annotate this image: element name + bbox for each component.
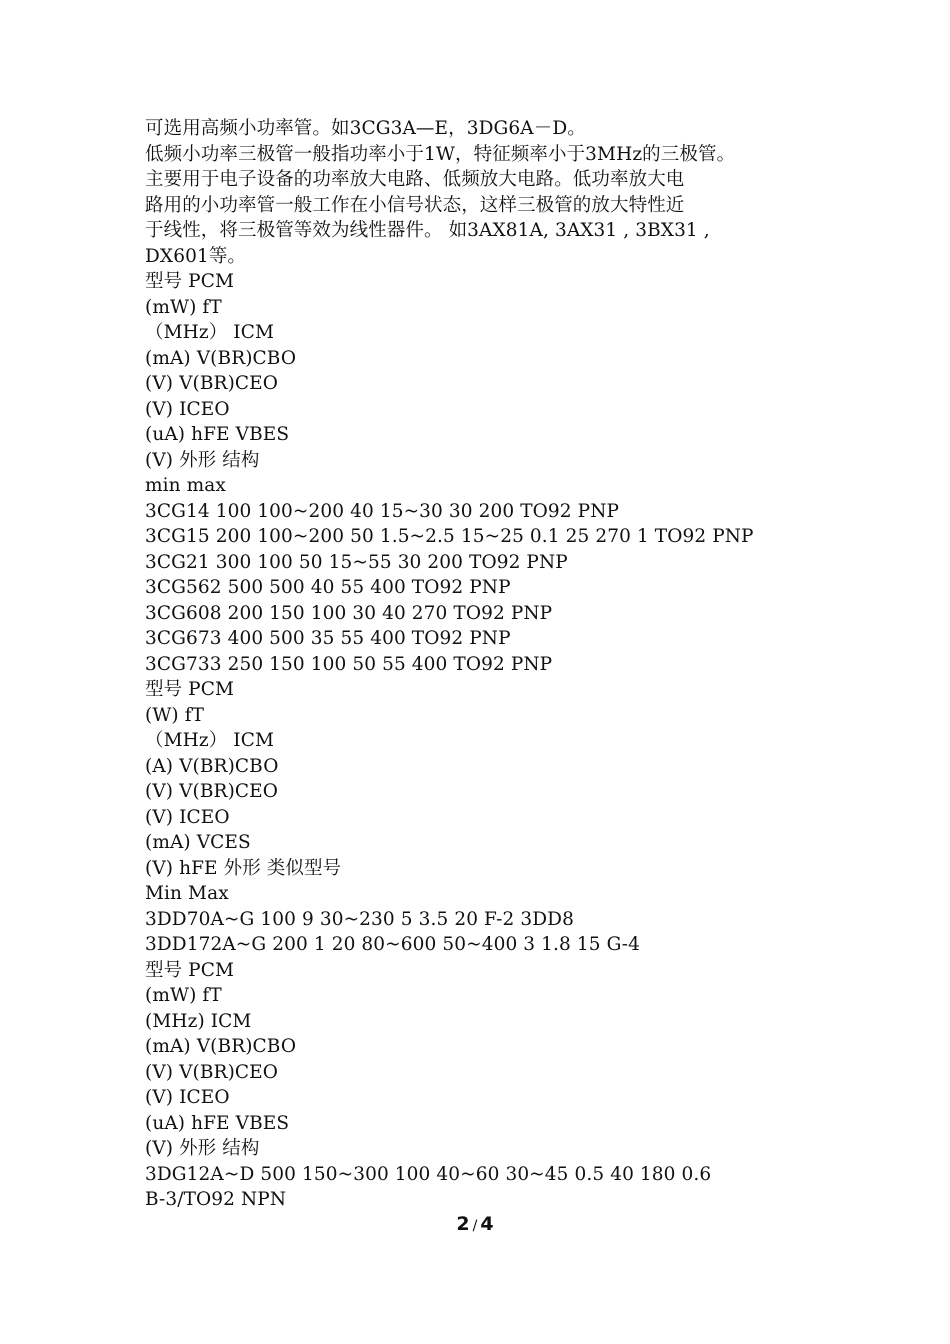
text-line: min max xyxy=(145,475,226,496)
text-line: (V) ICEO xyxy=(145,806,230,828)
text-line: （MHz） ICM xyxy=(145,322,275,343)
text-line: (V) 外形 结构 xyxy=(145,1138,260,1159)
text-line: 型号 PCM xyxy=(145,271,235,292)
text-line: 3CG733 250 150 100 50 55 400 TO92 PNP xyxy=(145,653,553,675)
text-line: 路用的小功率管一般工作在小信号状态，这样三极管的放大特性近 xyxy=(145,194,685,216)
text-line: 3CG14 100 100~200 40 15~30 30 200 TO92 PNP xyxy=(145,500,620,522)
text-line: (V) 外形 结构 xyxy=(145,449,260,471)
text-line: 型号 PCM xyxy=(145,959,235,981)
text-line: (V) hFE 外形 类似型号 xyxy=(145,857,342,879)
text-line: (uA) hFE VBES xyxy=(145,424,290,445)
text-line: (V) ICEO xyxy=(145,398,230,420)
text-line: (mW) fT xyxy=(145,296,222,318)
text-line: (V) V(BR)CEO xyxy=(145,1061,279,1083)
text-line: (mA) V(BR)CBO xyxy=(145,347,297,369)
text-line: 3CG608 200 150 100 30 40 270 TO92 PNP xyxy=(145,602,553,624)
text-line: (mA) VCES xyxy=(145,832,251,853)
text-line: 3DG12A~D 500 150~300 100 40~60 30~45 0.5 40 180 0.6 xyxy=(145,1163,712,1185)
total-pages: 4 xyxy=(480,1213,494,1235)
text-line: (MHz) ICM xyxy=(145,1010,252,1032)
text-line: (W) fT xyxy=(145,704,205,726)
text-line: 型号 PCM xyxy=(145,679,235,700)
page-separator: / xyxy=(472,1218,478,1234)
text-line: (mA) V(BR)CBO xyxy=(145,1036,297,1057)
current-page-number: 2 xyxy=(456,1213,470,1235)
text-line: DX601等。 xyxy=(145,245,247,267)
text-line: （MHz） ICM xyxy=(145,730,275,751)
text-line: 可选用高频小功率管。如3CG3A—E，3DG6A－D。 xyxy=(145,118,586,139)
text-line: 低频小功率三极管一般指功率小于1W，特征频率小于3MHz的三极管。 xyxy=(145,143,736,165)
text-line: (V) ICEO xyxy=(145,1087,230,1108)
text-line: Min Max xyxy=(145,883,229,904)
text-line: (V) V(BR)CEO xyxy=(145,781,279,802)
document-body xyxy=(145,116,825,1213)
text-line: B-3/TO92 NPN xyxy=(145,1189,287,1210)
page-number xyxy=(0,1213,950,1235)
text-line: 3DD172A~G 200 1 20 80~600 50~400 3 1.8 15 G-4 xyxy=(145,934,641,955)
text-line: 3CG673 400 500 35 55 400 TO92 PNP xyxy=(145,628,511,649)
text-line: (V) V(BR)CEO xyxy=(145,373,279,394)
text-line: 3CG21 300 100 50 15~55 30 200 TO92 PNP xyxy=(145,551,568,573)
text-line: 于线性，将三极管等效为线性器件。 如3AX81A, 3AX31 , 3BX31 , xyxy=(145,220,710,241)
text-line: 3DD70A~G 100 9 30~230 5 3.5 20 F-2 3DD8 xyxy=(145,908,574,930)
text-line: (A) V(BR)CBO xyxy=(145,755,279,777)
text-line: (mW) fT xyxy=(145,985,222,1006)
text-line: 3CG562 500 500 40 55 400 TO92 PNP xyxy=(145,577,511,598)
text-line: 3CG15 200 100~200 50 1.5~2.5 15~25 0.1 25 270 1 TO92 PNP xyxy=(145,526,754,547)
text-line: 主要用于电子设备的功率放大电路、低频放大电路。低功率放大电 xyxy=(145,169,685,190)
text-line: (uA) hFE VBES xyxy=(145,1112,290,1134)
